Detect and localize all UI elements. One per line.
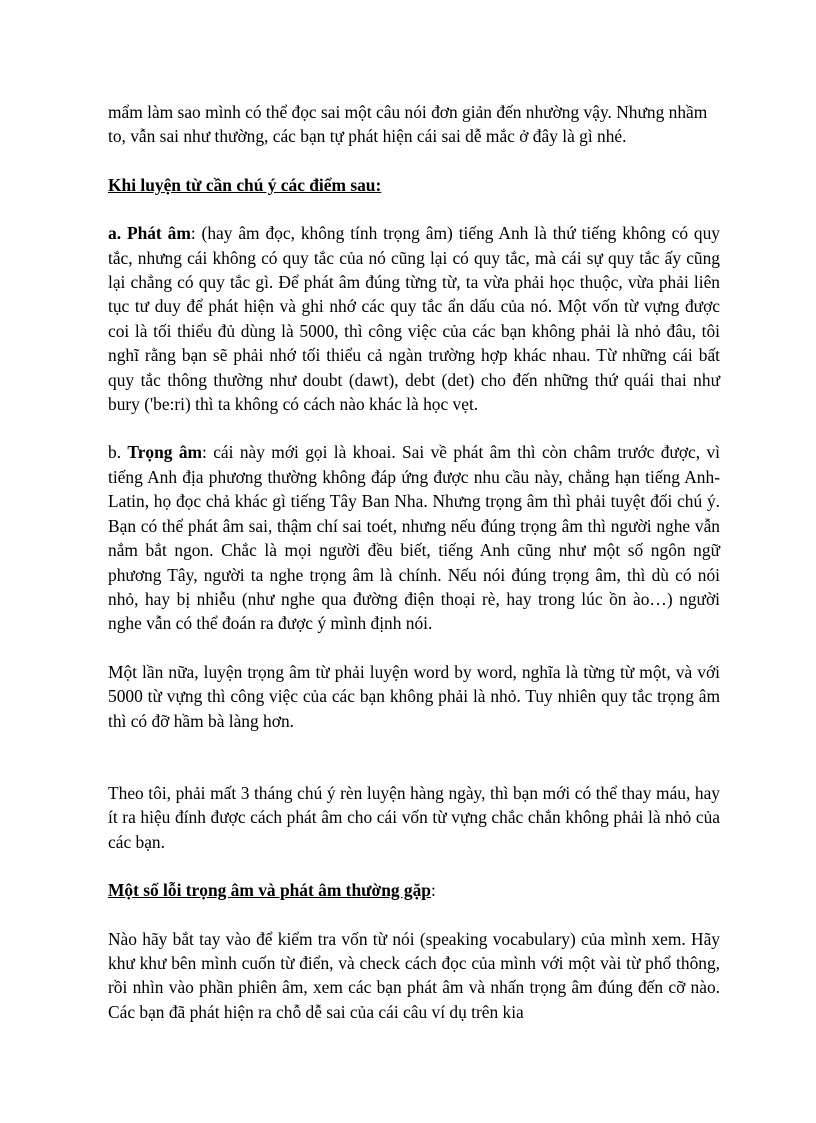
paragraph-pronunciation — [108, 221, 720, 416]
paragraph-opinion: Theo tôi, phải mất 3 tháng chú ý rèn luyện hàng ngày, thì bạn mới có thể thay máu, hay ít ra hiệu đính được cách phát âm cho cái vốn từ vựng chắc chắn không phải là nhỏ của các bạn. — [108, 782, 720, 852]
pronunciation-label: a. Phát âm — [108, 223, 191, 244]
pronunciation-text: : (hay âm đọc, không tính trọng âm) tiếng Anh là thứ tiếng không có quy tắc, nhưng cái không có quy tắc của nó cũng lại có quy tắc, mà cái sự quy tắc ấy cũng lại chẳng có quy tắc gì. Để phát âm đúng từng từ, ta vừa phải học thuộc, vừa phải liên tục tư duy để phát hiện và ghi nhớ các quy tắc ẩn dấu của nó. Một vốn từ vựng được coi là tối thiểu đủ dùng là 5000, thì công việc của các bạn không phải là nhỏ đâu, tôi nghĩ rằng bạn sẽ phải nhớ tối thiểu cả ngàn trường hợp khác nhau. Từ những cái bất quy tắc thông thường như doubt (dawt), debt (det) cho đến những thứ quái thai như bury ('be:ri) thì ta không có cách nào khác là học vẹt. — [108, 223, 720, 415]
section-heading-practice — [108, 173, 720, 197]
stress-prefix: b. — [108, 442, 128, 463]
stress-label: Trọng âm — [127, 442, 203, 463]
paragraph-stress — [108, 440, 720, 635]
paragraph-word-by-word: Một lần nữa, luyện trọng âm từ phải luyện word by word, nghĩa là từng từ một, và với 5000 từ vựng thì công việc của các bạn không phải là nhỏ. Tuy nhiên quy tắc trọng âm thì có đỡ hầm bà làng hơn. — [108, 661, 720, 731]
paragraph-check-vocabulary: Nào hãy bắt tay vào để kiểm tra vốn từ nói (speaking vocabulary) của mình xem. Hãy khư khư bên mình cuốn từ điển, và check cách đọc của mình với một vài từ phổ thông, rồi nhìn vào phần phiên âm, xem các bạn phát âm và nhấn trọng âm đúng đến cỡ nào. Các bạn đã phát hiện ra chỗ dễ sai của cái câu ví dụ trên kia — [108, 928, 720, 1022]
heading2-text: Một số lỗi trọng âm và phát âm thường gặp — [108, 880, 431, 901]
heading2-colon: : — [430, 880, 436, 901]
intro-paragraph: mẩm làm sao mình có thể đọc sai một câu nói đơn giản đến nhường vậy. Nhưng nhầm to, vẫn sai như thường, các bạn tự phát hiện cái sai dễ mắc ở đây là gì nhé. — [108, 102, 708, 147]
stress-text: : cái này mới gọi là khoai. Sai về phát âm thì còn châm trước được, vì tiếng Anh địa phương thường không đáp ứng được nhu cầu này, chẳng hạn tiếng Anh-Latin, họ đọc chả khác gì tiếng Tây Ban Nha. Nhưng trọng âm thì phải tuyệt đối chú ý. Bạn có thể phát âm sai, thậm chí sai toét, nhưng nếu đúng trọng âm thì người nghe vẫn nắm bắt ngon. Chắc là mọi người đều biết, tiếng Anh cũng như một số ngôn ngữ phương Tây, người ta nghe trọng âm là chính. Nếu nói đúng trọng âm, thì dù có nói nhỏ, hay bị nhiễu (như nghe qua đường điện thoại rè, hay trong lúc ồn ào…) người nghe vẫn có thể đoán ra được ý mình định nói. — [108, 442, 720, 634]
document-page — [108, 100, 720, 1024]
section-heading-common-errors — [108, 878, 720, 902]
heading-text: Khi luyện từ cần chú ý các điểm sau: — [108, 174, 382, 195]
